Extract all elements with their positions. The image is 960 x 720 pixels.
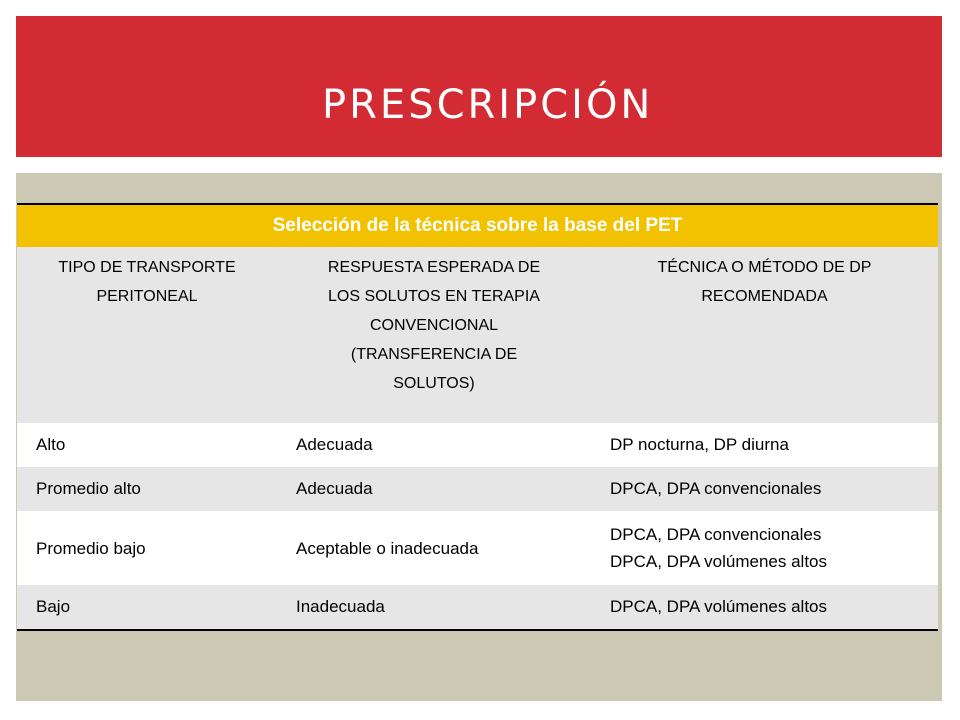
tecnica-line: DPCA, DPA convencionales	[610, 479, 822, 498]
tecnica-line: DPCA, DPA volúmenes altos	[610, 597, 827, 616]
header-respuesta: RESPUESTA ESPERADA DE LOS SOLUTOS EN TERAPIA CONVENCIONAL (TRANSFERENCIA DE SOLUTOS)	[277, 247, 591, 423]
header-tipo: TIPO DE TRANSPORTE PERITONEAL	[17, 247, 277, 423]
slide-title: PRESCRIPCIÓN	[322, 82, 654, 128]
table-header-row	[17, 247, 938, 423]
cell-respuesta: Adecuada	[277, 467, 591, 511]
tecnica-line: DPCA, DPA volúmenes altos	[610, 552, 827, 571]
table-caption: Selección de la técnica sobre la base del PET	[17, 204, 938, 247]
table-row	[17, 423, 938, 467]
table-row	[17, 585, 938, 630]
cell-tecnica	[591, 423, 938, 467]
tecnica-line: DPCA, DPA convencionales	[610, 525, 822, 544]
cell-tecnica	[591, 467, 938, 511]
header-tecnica: TÉCNICA O MÉTODO DE DP RECOMENDADA	[591, 247, 938, 423]
table-row	[17, 467, 938, 511]
tecnica-line: DP nocturna, DP diurna	[610, 435, 789, 454]
cell-tecnica	[591, 585, 938, 630]
cell-tipo: Bajo	[17, 585, 277, 630]
cell-respuesta: Inadecuada	[277, 585, 591, 630]
table-row	[17, 511, 938, 585]
table-caption-row	[17, 204, 938, 247]
cell-respuesta: Aceptable o inadecuada	[277, 511, 591, 585]
prescription-table	[17, 203, 938, 631]
cell-respuesta: Adecuada	[277, 423, 591, 467]
cell-tecnica	[591, 511, 938, 585]
cell-tipo: Alto	[17, 423, 277, 467]
cell-tipo: Promedio bajo	[17, 511, 277, 585]
cell-tipo: Promedio alto	[17, 467, 277, 511]
